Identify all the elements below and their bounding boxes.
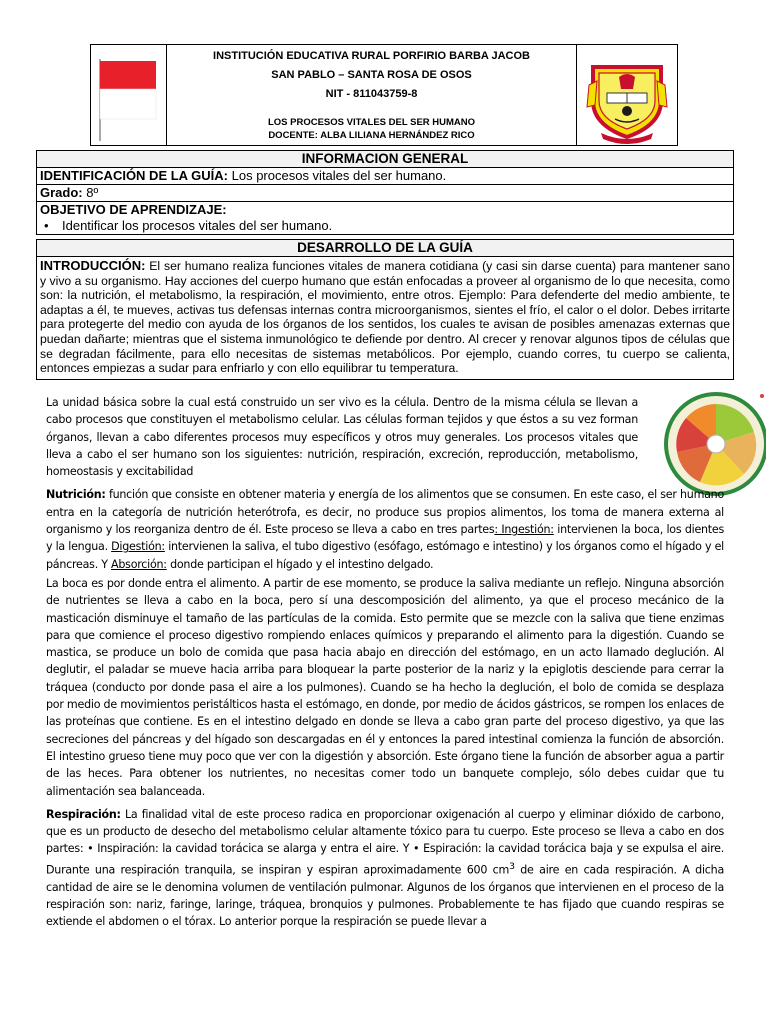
body-content: [46, 394, 724, 933]
introduction-label: INTRODUCCIÓN:: [40, 258, 146, 273]
guide-topic: LOS PROCESOS VITALES DEL SER HUMANO: [267, 117, 476, 128]
header-text-block: [167, 45, 576, 145]
institution-name: INSTITUCIÓN EDUCATIVA RURAL PORFIRIO BARBA JACOB: [213, 50, 530, 62]
nutrition-label: Nutrición:: [46, 488, 106, 502]
document-header: [90, 44, 678, 146]
general-info-title: INFORMACION GENERAL: [37, 151, 733, 168]
development-title: DESARROLLO DE LA GUÍA: [37, 240, 733, 257]
ingestion-label: : Ingestión:: [494, 523, 554, 537]
respiration-label: Respiración:: [46, 807, 121, 821]
identification-value: Los procesos vitales del ser humano.: [228, 168, 447, 183]
seal-cell: [576, 45, 677, 145]
nutrition-paragraph: Nutrición: función que consiste en obtener materia y energía de los alimentos que se consumen. En este caso, el ser humano entra en la categoría de nutrición heterótrofa, es decir, no produce sus propios alimentos, los toma de manera externa al organismo y los reorganiza dentro de él. Este proceso se lleva a cabo en tres partes: Ingestión: intervienen la boca, los dientes y la lengua. Digestión: intervienen la saliva, el tubo digestivo (esófago, estómago e intestino) y los órganos como el hígado y el páncreas. Y Absorción: donde participan el hígado y el intestino delgado.: [46, 488, 725, 571]
general-info-table: [36, 150, 734, 235]
institution-nit: NIT - 811043759-8: [325, 88, 418, 100]
school-seal-icon: [577, 45, 677, 145]
flag-icon: [91, 45, 166, 145]
objective-list-item: [40, 218, 730, 234]
digestion-label: Digestión:: [111, 540, 165, 554]
digestion-detail-paragraph: La boca es por donde entra el alimento. A partir de ese momento, se produce la saliva mediante un reflejo. Ninguna absorción de nutrientes se lleva a cabo en la boca, pero sí una descomposición del alimento, ya que el proceso mecánico de la masticación disminuye el tamaño de las partículas de la comida. Esto permite que se mezcle con la saliva que tiene enzimas para que comience el proceso digestivo rompiendo enlaces químicos y preparando el alimento para la digestión. Cuando se mastica, se produce un bolo de comida que pasa hacia abajo en dirección del estómago, en un acto llamado deglución. Al deglutir, el paladar se mueve hacia arriba para bloquear la parte posterior de la nariz y la epiglotis desciende para cerrar la tráquea (conducto por donde pasa el aire a los pulmones). Cuando se ha hecho la deglución, el bolo de comida se desplaza por medio de movimientos peristálticos hasta el estómago, en donde, por medio de ácidos gástricos, se rompen los enlaces de las proteínas que contiene. Es en el intestino delgado en donde se lleva a cabo gran parte del proceso digestivo, ya que las secreciones del páncreas y del hígado son descargadas en él y entonces la pared intestinal comienza la función de absorción. El intestino grueso tiene muy poco que ver con la digestión y absorción. Este órgano tiene la función de absorber agua a partir de las heces. Para obtener los nutrientes, no necesitas comer todo un banquete complejo, sólo debes cuidar que tu alimentación sea balanceada.: [46, 576, 724, 798]
introduction-paragraph: [37, 257, 733, 379]
institution-location: SAN PABLO – SANTA ROSA DE OSOS: [271, 69, 472, 81]
identification-row: [37, 168, 733, 185]
flag-cell: [91, 45, 167, 145]
introduction-text: El ser humano realiza funciones vitales de manera cotidiana (y casi sin darse cuenta) para mantener sano y vivo a su organismo. Hay acciones del cuerpo humano que están enfocadas a proveer al organismo de lo que necesita, como son: la nutrición, el metabolismo, la respiración, el movimiento, entre otros. Ejemplo: Para defenderte del medio ambiente, te adaptas a él, te mueves, activas tus defensas internas contra microorganismos, sientes el frío, el calor o el dolor. Debes irritarte para protegerte del medio con ayuda de los órganos de los sentidos, los cuales te avisan de posibles amenazas externas que puedan dañarte; mientras que el sistema inmunológico te defiende por dentro. Al crecer y renovar algunos tipos de células que se degradan fácilmente, para ello necesitas de sistemas metabólicos. Por ejemplo, cuando corres, tu cuerpo se calienta, entonces empiezas a sudar para enfriarlo y con ello equilibrar tu temperatura.: [40, 259, 730, 376]
guide-teacher: DOCENTE: ALBA LILIANA HERNÁNDEZ RICO: [268, 130, 475, 141]
grade-label: Grado:: [40, 185, 83, 200]
bullet-icon: •: [44, 218, 49, 233]
grade-value: 8º: [82, 185, 99, 200]
objective-label: OBJETIVO DE APRENDIZAJE:: [40, 202, 227, 217]
objective-row: [37, 202, 733, 234]
intro-cell-paragraph: La unidad básica sobre la cual está construido un ser vivo es la célula. Dentro de la misma célula se llevan a cabo procesos que constituyen el metabolismo celular. Las células forman tejidos y que éstos a su vez forman órganos, llevan a cabo diferentes procesos muy específicos y otros muy generales. Los procesos vitales que lleva a cabo el ser humano son los siguientes: nutrición, respiración, excreción, reproducción, metabolismo, homeostasis y excitabilidad: [46, 396, 638, 479]
objective-text: Identificar los procesos vitales del ser humano.: [62, 218, 333, 233]
grade-row: [37, 185, 733, 202]
respiration-paragraph: Respiración: La finalidad vital de este proceso radica en proporcionar oxigenación al cuerpo y eliminar dióxido de carbono, que es un producto de desecho del metabolismo celular altamente tóxico para tu cuerpo. Este proceso se lleva a cabo en dos partes: • Inspiración: la cavidad torácica se alarga y entra el aire. Y • Espiración: la cavidad torácica baja y se expulsa el aire. Durante una respiración tranquila, se inspiran y espiran aproximadamente 600 $cm^3$ de aire en cada respiración. A dicha cantidad de aire se le denomina volumen de ventilación pulmonar. Algunos de los órganos que intervienen en el proceso de la respiración son: nariz, faringe, laringe, tráquea, bronquios y pulmones. Probablemente te has fijado que cuando respiras se extiende el abdomen o el tórax. Lo anterior porque la respiración se puede llevar a: [46, 807, 724, 929]
cubic-superscript: 3: [509, 860, 515, 872]
development-table: [36, 239, 734, 380]
identification-label: IDENTIFICACIÓN DE LA GUÍA:: [40, 168, 229, 183]
absorption-label: Absorción:: [111, 557, 167, 571]
